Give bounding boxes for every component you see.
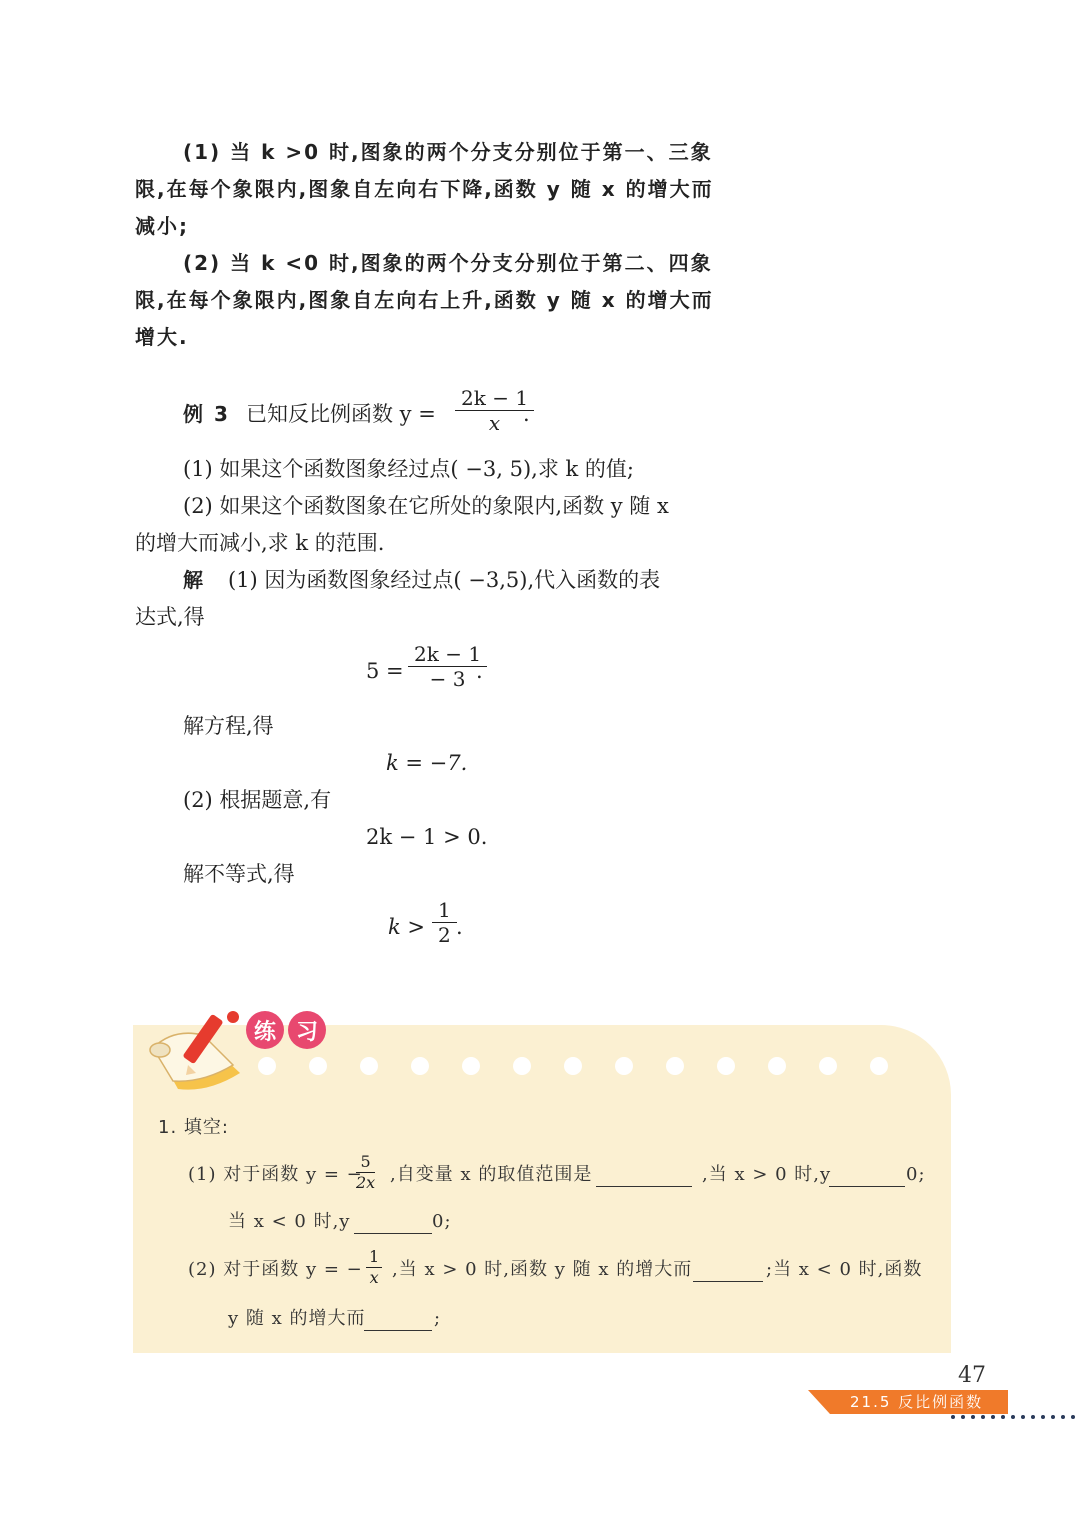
binder-hole [513, 1057, 531, 1075]
equation-2: k = −7. [386, 751, 468, 775]
binder-hole [360, 1057, 378, 1075]
solution-2: (2) 根据题意,有 [183, 788, 332, 812]
page-number: 47 [958, 1363, 986, 1388]
exercise-q1-fraction [356, 1152, 375, 1193]
inequality-1: 2k − 1 > 0. [366, 825, 488, 849]
equation-1-denominator: − 3 [429, 667, 466, 691]
example-question-1: (1) 如果这个函数图象经过点( −3, 5),求 k 的值; [183, 457, 634, 481]
exercise-item-1: 1. 填空: [158, 1117, 229, 1138]
inequality-2-fraction [432, 898, 457, 947]
exercise-q1-blank-1[interactable] [596, 1168, 692, 1187]
equation-1-period: . [476, 659, 483, 683]
binder-hole [462, 1057, 480, 1075]
theorem-p2-line2: 限,在每个象限内,图象自左向右上升,函数 y 随 x 的增大而 [135, 288, 714, 312]
exercise-q1-f: 0; [432, 1211, 452, 1232]
pencil-paper-icon [148, 1003, 248, 1093]
exercise-q1-a: (1) 对于函数 y = − [188, 1164, 363, 1185]
exercise-title [246, 1011, 326, 1049]
exercise-q2-fraction [366, 1247, 382, 1288]
example-question-2-line1: (2) 如果这个函数图象在它所处的象限内,函数 y 随 x [183, 494, 669, 518]
binder-hole [819, 1057, 837, 1075]
exercise-q1-blank-3[interactable] [354, 1215, 432, 1234]
example-intro-period: . [523, 402, 530, 426]
solve-equation-text: 解方程,得 [183, 714, 274, 738]
dotted-divider [950, 1414, 1078, 1420]
exercise-q1-denominator: 2x [356, 1173, 376, 1192]
equation-1-numerator: 2k − 1 [408, 642, 487, 667]
exercise-q2-numerator: 1 [366, 1247, 382, 1268]
binder-hole [666, 1057, 684, 1075]
theorem-p1-line3: 减小; [135, 214, 189, 238]
exercise-q2-blank-1[interactable] [693, 1263, 763, 1282]
theorem-p1-line2: 限,在每个象限内,图象自左向右下降,函数 y 随 x 的增大而 [135, 177, 714, 201]
binder-hole [717, 1057, 735, 1075]
exercise-title-char-2: 习 [288, 1011, 326, 1049]
inequality-2-numerator: 1 [432, 898, 457, 923]
equation-1-left: 5 = [366, 659, 404, 683]
example-func-denominator: x [488, 411, 501, 435]
binder-hole [768, 1057, 786, 1075]
exercise-q1-e: 当 x < 0 时,y [228, 1211, 351, 1232]
exercise-q1-d: 0; [906, 1164, 926, 1185]
binder-hole [309, 1057, 327, 1075]
solution-1-line2: 达式,得 [135, 605, 205, 629]
exercise-q2-c: ;当 x < 0 时,函数 [766, 1259, 923, 1280]
theorem-p2-line1: (2) 当 k <0 时,图象的两个分支分别位于第二、四象 [183, 251, 713, 275]
exercise-title-char-1: 练 [246, 1011, 284, 1049]
example-func-numerator: 2k − 1 [455, 386, 534, 411]
example-question-2-line2: 的增大而减小,求 k 的范围. [135, 531, 385, 555]
example-intro: 已知反比例函数 y = [246, 402, 436, 426]
binder-hole [411, 1057, 429, 1075]
inequality-2-denominator: 2 [438, 923, 451, 947]
exercise-q2-b: ,当 x > 0 时,函数 y 随 x 的增大而 [392, 1259, 693, 1280]
binder-hole [258, 1057, 276, 1075]
binder-hole [870, 1057, 888, 1075]
solution-1-line1: (1) 因为函数图象经过点( −3,5),代入函数的表 [228, 568, 661, 592]
exercise-q1-b: ,自变量 x 的取值范围是 [390, 1164, 593, 1185]
exercise-q2-blank-2[interactable] [364, 1312, 432, 1331]
inequality-2-period: . [456, 915, 463, 939]
binder-hole [615, 1057, 633, 1075]
binder-hole [564, 1057, 582, 1075]
exercise-q1-numerator: 5 [356, 1152, 375, 1173]
solution-label: 解 [183, 568, 205, 592]
section-title: 21.5 反比例函数 [850, 1393, 984, 1411]
exercise-q2-denominator: x [369, 1268, 379, 1287]
theorem-p2-line3: 增大. [135, 325, 189, 349]
exercise-q1-blank-2[interactable] [829, 1168, 905, 1187]
exercise-q1-c: ,当 x > 0 时,y [702, 1164, 832, 1185]
exercise-q2-a: (2) 对于函数 y = − [188, 1259, 363, 1280]
exercise-q2-d: y 随 x 的增大而 [228, 1308, 366, 1329]
inequality-2-left: k > [388, 915, 425, 939]
exercise-q2-e: ; [434, 1308, 442, 1329]
example-label: 例 3 [183, 402, 230, 426]
solve-inequality-text: 解不等式,得 [183, 862, 295, 886]
theorem-p1-line1: (1) 当 k >0 时,图象的两个分支分别位于第一、三象 [183, 140, 713, 164]
